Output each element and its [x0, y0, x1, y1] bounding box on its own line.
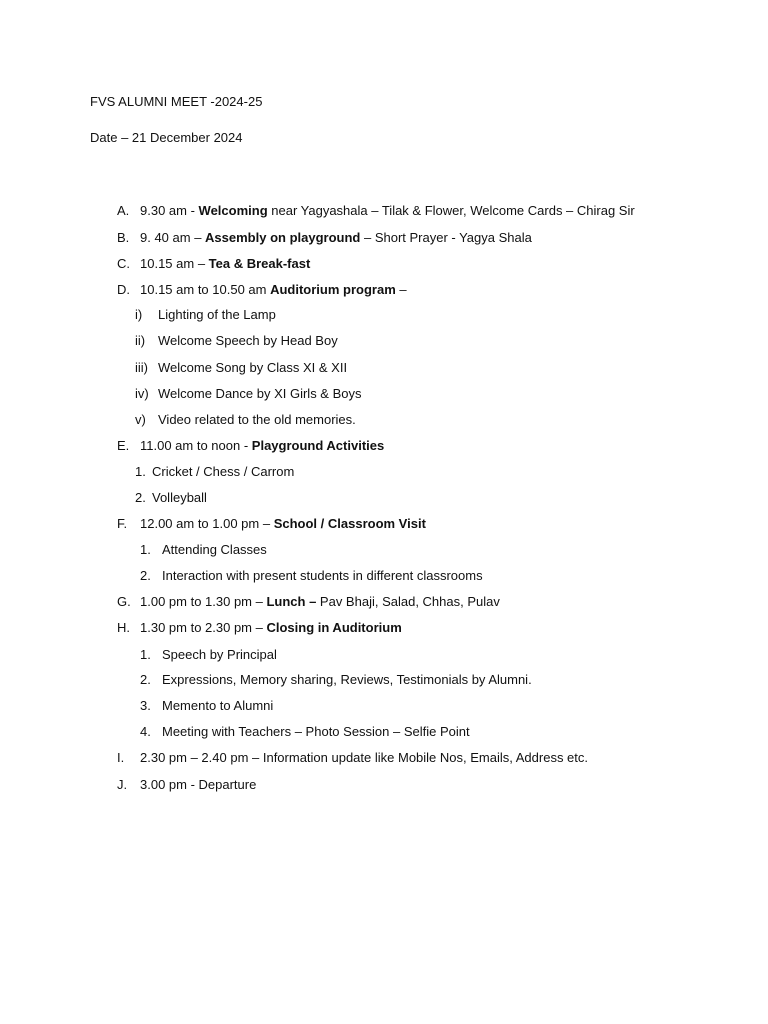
item-heading: Playground Activities [251, 438, 385, 453]
item-detail: near Yagyashala – Tilak & Flower, Welcome Cards – Chirag Sir [267, 203, 635, 218]
list-item [117, 594, 500, 610]
item-time: 10.15 am – [140, 256, 209, 271]
sub-list-marker: iv) [135, 386, 149, 401]
sub-list-item [135, 386, 362, 402]
sub-list-item [140, 698, 273, 714]
sub-list-marker: iii) [135, 360, 148, 375]
list-item [117, 438, 384, 454]
sub-list-marker: 4. [140, 724, 151, 739]
list-marker: C. [117, 256, 130, 271]
sub-list-item [140, 724, 470, 740]
sub-list-item [135, 464, 294, 480]
sub-item-text: Welcome Song by Class XI & XII [158, 360, 348, 375]
sub-list-item [135, 490, 207, 506]
item-heading: Tea & Break-fast [208, 256, 311, 271]
sub-item-text: Volleyball [152, 490, 207, 505]
list-marker: F. [117, 516, 128, 531]
sub-list-item [135, 307, 276, 323]
sub-list-item [140, 647, 277, 663]
sub-list-marker: 1. [135, 464, 146, 479]
list-item [117, 203, 635, 219]
item-time: 9. 40 am – [140, 230, 206, 245]
item-time: 10.15 am to 10.50 am [140, 282, 271, 297]
list-marker: J. [117, 777, 128, 792]
sub-list-item [135, 333, 338, 349]
item-detail: – [395, 282, 407, 297]
sub-list-item [135, 412, 356, 428]
item-heading: Auditorium program [270, 282, 396, 297]
item-text: 3.00 pm - Departure [140, 777, 257, 792]
sub-item-text: Meeting with Teachers – Photo Session – Selfie Point [162, 724, 470, 739]
sub-item-text: Cricket / Chess / Carrom [152, 464, 295, 479]
list-marker: I. [117, 750, 125, 765]
sub-item-text: Expressions, Memory sharing, Reviews, Testimonials by Alumni. [162, 672, 532, 687]
item-text: 2.30 pm – 2.40 pm – Information update like Mobile Nos, Emails, Address etc. [140, 750, 589, 765]
item-time: 11.00 am to noon - [140, 438, 252, 453]
sub-list-marker: i) [135, 307, 143, 322]
sub-list-marker: 2. [135, 490, 146, 505]
list-item [117, 620, 402, 636]
sub-item-text: Welcome Speech by Head Boy [158, 333, 338, 348]
sub-list-marker: v) [135, 412, 146, 427]
list-item [117, 256, 310, 272]
sub-list-marker: 1. [140, 647, 151, 662]
sub-list-item [140, 672, 532, 688]
list-marker: D. [117, 282, 130, 297]
sub-item-text: Lighting of the Lamp [158, 307, 276, 322]
sub-item-text: Interaction with present students in different classrooms [162, 568, 483, 583]
item-heading: Lunch – [266, 594, 317, 609]
sub-item-text: Welcome Dance by XI Girls & Boys [158, 386, 362, 401]
sub-item-text: Memento to Alumni [162, 698, 274, 713]
item-heading: Welcoming [198, 203, 268, 218]
item-heading: Assembly on playground [205, 230, 361, 245]
list-marker: H. [117, 620, 130, 635]
sub-list-marker: 1. [140, 542, 151, 557]
sub-list-marker: 3. [140, 698, 151, 713]
list-marker: B. [117, 230, 130, 245]
list-item [117, 230, 532, 246]
list-marker: A. [117, 203, 130, 218]
list-marker: E. [117, 438, 130, 453]
sub-item-text: Attending Classes [162, 542, 267, 557]
sub-list-item [135, 360, 347, 376]
item-time: 12.00 am to 1.00 pm – [140, 516, 274, 531]
item-time: 1.30 pm to 2.30 pm – [140, 620, 267, 635]
document-title: FVS ALUMNI MEET -2024-25 [90, 94, 263, 109]
sub-list-marker: 2. [140, 568, 151, 583]
item-heading: Closing in Auditorium [266, 620, 402, 635]
list-item [117, 282, 407, 298]
list-item [117, 777, 256, 793]
sub-list-item [140, 542, 267, 558]
sub-list-item [140, 568, 483, 584]
list-marker: G. [117, 594, 131, 609]
list-item [117, 516, 426, 532]
sub-list-marker: ii) [135, 333, 146, 348]
list-item [117, 750, 588, 766]
sub-item-text: Speech by Principal [162, 647, 277, 662]
item-detail: – Short Prayer - Yagya Shala [360, 230, 532, 245]
sub-item-text: Video related to the old memories. [158, 412, 356, 427]
document-date: Date – 21 December 2024 [90, 130, 243, 145]
item-detail: Pav Bhaji, Salad, Chhas, Pulav [316, 594, 500, 609]
item-time: 1.00 pm to 1.30 pm – [140, 594, 267, 609]
item-heading: School / Classroom Visit [273, 516, 426, 531]
sub-list-marker: 2. [140, 672, 151, 687]
item-time: 9.30 am - [140, 203, 199, 218]
